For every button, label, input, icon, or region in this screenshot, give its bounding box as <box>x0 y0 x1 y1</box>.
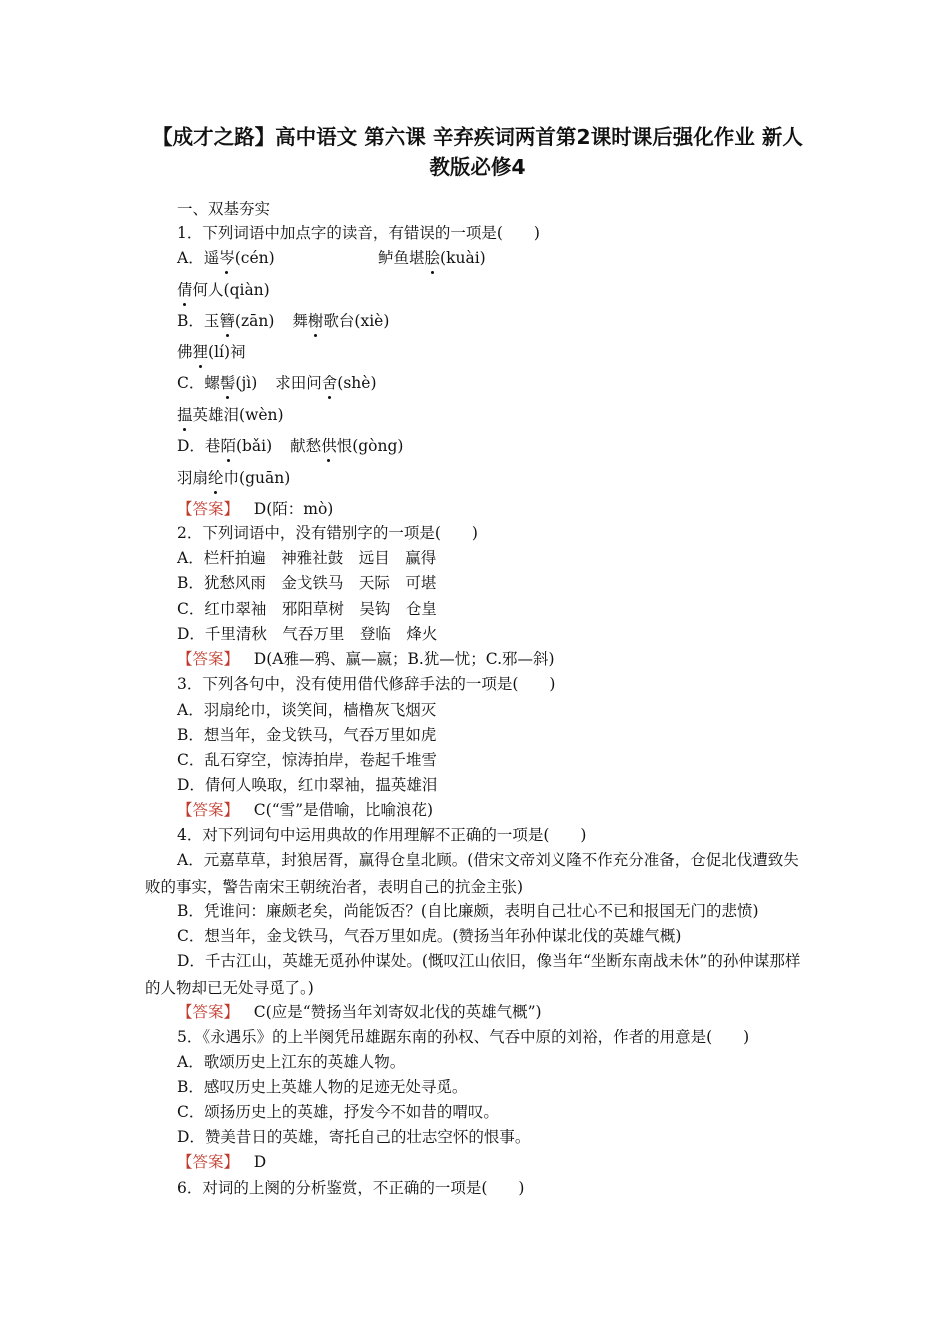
q3-option-c: C．乱石穿空，惊涛拍岸，卷起千堆雪 <box>177 751 437 769</box>
answer-label: 【答案】 <box>177 500 240 518</box>
q4-option-b: B．凭谁问：廉颇老矣，尚能饭否？(自比廉颇，表明自己壮心不已和报国无门的悲愤) <box>177 902 759 920</box>
q1-option-c-line2: 揾英雄泪(wèn) <box>177 406 284 424</box>
answer-label: 【答案】 <box>177 801 240 819</box>
q3-option-b: B．想当年，金戈铁马，气吞万里如虎 <box>177 726 437 744</box>
q1-option-a-line1: A．遥岑(cén) <box>177 249 275 267</box>
q5-answer: 【答案】 D <box>177 1153 267 1171</box>
q4-option-a: A．元嘉草草，封狼居胥，赢得仓皇北顾。(借宋文帝刘义隆不作充分准备，仓促北伐遭致失败的事实，警告南宋王朝统治者，表明自己的抗金主张) <box>145 851 799 896</box>
q1-stem: 1．下列词语中加点字的读音，有错误的一项是( ) <box>177 224 540 242</box>
q5-option-b: B．感叹历史上英雄人物的足迹无处寻觅。 <box>177 1078 468 1096</box>
q1-option-c-line1: C．螺髻(jì) 求田问舍(shè) <box>177 374 377 392</box>
q1-option-a-line2: 鲈鱼堪脍(kuài) <box>378 249 486 267</box>
q2-option-b: B．犹愁风雨 金戈铁马 天际 可堪 <box>177 574 437 592</box>
q1-option-b-line2: 佛狸(lí)祠 <box>177 343 246 361</box>
q2-option-a: A．栏杆拍遍 神雅社鼓 远目 赢得 <box>177 549 437 567</box>
q2-answer: 【答案】 D(A雅—鸦、赢—嬴；B.犹—忧；C.邪—斜) <box>177 650 555 668</box>
q4-stem: 4．对下列词句中运用典故的作用理解不正确的一项是( ) <box>177 826 587 844</box>
q6-stem: 6．对词的上阕的分析鉴赏，不正确的一项是( ) <box>177 1179 525 1197</box>
q2-option-d: D．千里清秋 气吞万里 登临 烽火 <box>177 625 438 643</box>
q4-option-c: C．想当年，金戈铁马，气吞万里如虎。(赞扬当年孙仲谋北伐的英雄气概) <box>177 927 682 945</box>
q5-option-d: D．赞美昔日的英雄，寄托自己的壮志空怀的恨事。 <box>177 1128 531 1146</box>
q1-option-b-line1: B．玉簪(zān) 舞榭歌台(xiè) <box>177 312 390 330</box>
q3-stem: 3．下列各句中，没有使用借代修辞手法的一项是( ) <box>177 675 556 693</box>
q4-answer: 【答案】 C(应是“赞扬当年刘寄奴北伐的英雄气概”) <box>177 1003 542 1021</box>
q2-stem: 2．下列词语中，没有错别字的一项是( ) <box>177 524 478 542</box>
answer-label: 【答案】 <box>177 1003 240 1021</box>
q3-option-d: D．倩何人唤取，红巾翠袖，揾英雄泪 <box>177 776 438 794</box>
q4-option-d: D．千古江山，英雄无觅孙仲谋处。(慨叹江山依旧，像当年“坐断东南战未休”的孙仲谋那样的人物却已无处寻觅了。) <box>145 952 801 997</box>
q5-stem: 5．《永遇乐》的上半阕凭吊雄踞东南的孙权、气吞中原的刘裕，作者的用意是( ) <box>177 1028 750 1046</box>
q1-answer: 【答案】 D(陌：mò) <box>177 500 334 518</box>
section-heading: 一、双基夯实 <box>177 200 271 218</box>
q5-option-a: A．歌颂历史上江东的英雄人物。 <box>177 1053 406 1071</box>
q1-option-a-line3: 倩何人(qiàn) <box>177 281 270 299</box>
q1-option-d-line1: D．巷陌(bǎi) 献愁供恨(gòng) <box>177 437 404 455</box>
q3-answer: 【答案】 C(“雪”是借喻，比喻浪花) <box>177 801 434 819</box>
q2-option-c: C．红巾翠袖 邪阳草树 吴钩 仓皇 <box>177 600 437 618</box>
document-title: 【成才之路】高中语文 第六课 辛弃疾词两首第2课时课后强化作业 新人教版必修4 <box>152 125 803 179</box>
answer-label: 【答案】 <box>177 650 240 668</box>
q3-option-a: A．羽扇纶巾，谈笑间，樯橹灰飞烟灭 <box>177 701 437 719</box>
q5-option-c: C．颂扬历史上的英雄，抒发今不如昔的喟叹。 <box>177 1103 499 1121</box>
answer-label: 【答案】 <box>177 1153 240 1171</box>
q1-option-d-line2: 羽扇纶巾(guān) <box>177 469 291 487</box>
